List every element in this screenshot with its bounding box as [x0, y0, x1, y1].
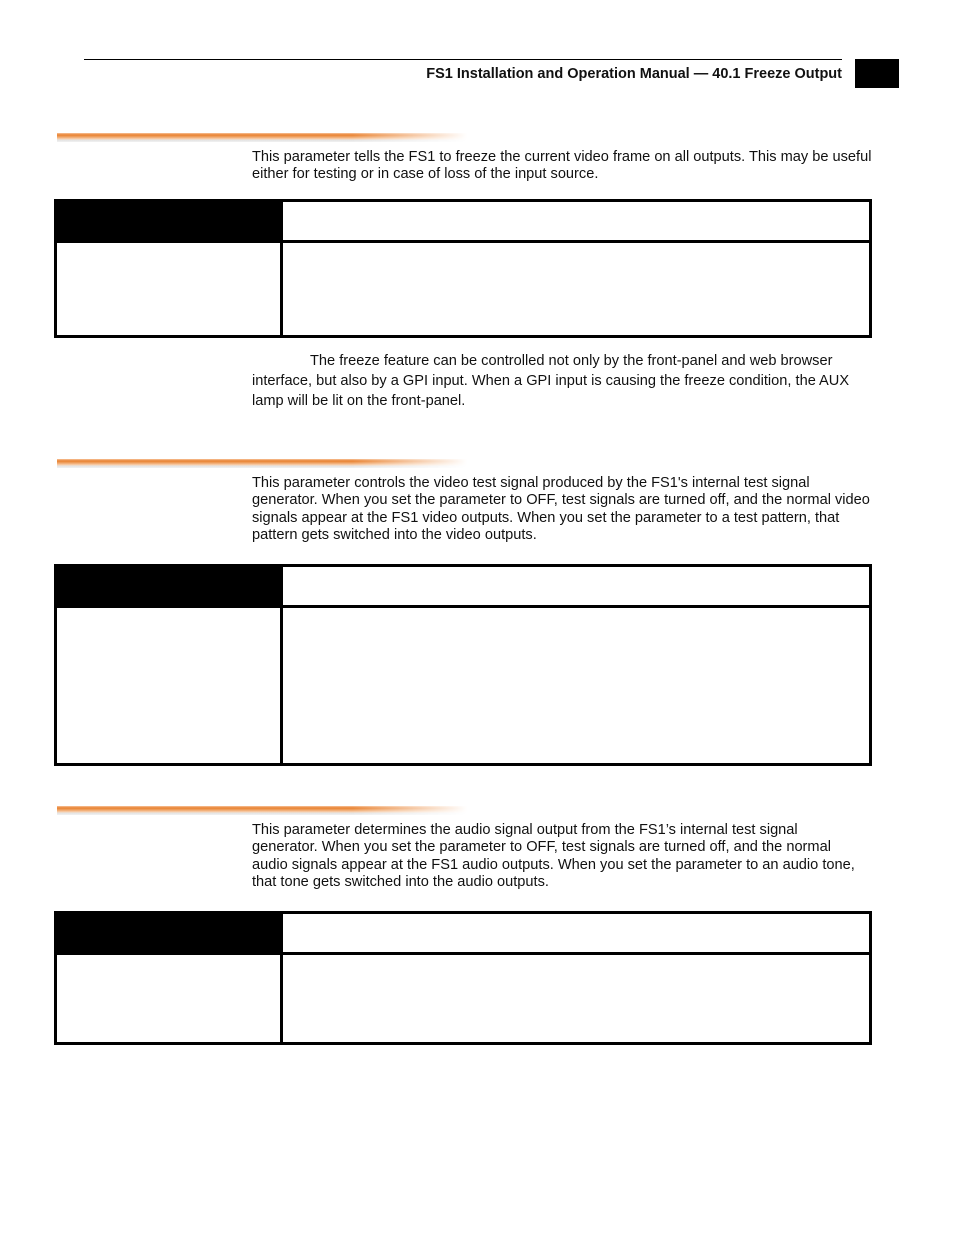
table-cell — [57, 608, 280, 766]
table-header-row — [57, 202, 869, 243]
video-test-parameter-table — [54, 564, 872, 766]
table-row — [57, 955, 869, 1045]
page-tab-block — [855, 59, 899, 88]
table-cell — [57, 955, 280, 1045]
freeze-description: This parameter tells the FS1 to freeze the current video frame on all outputs. This may be useful either for testing or in case of loss of the input source. — [252, 149, 872, 183]
table-cell — [57, 243, 280, 338]
table-header-cell — [57, 202, 280, 240]
table-cell — [280, 608, 869, 766]
table-cell — [280, 955, 869, 1045]
freeze-parameter-table — [54, 199, 872, 338]
page-header-title: FS1 Installation and Operation Manual — 40.1 Freeze Output — [426, 66, 842, 82]
table-cell — [280, 243, 869, 338]
table-header-row — [57, 914, 869, 955]
section-divider-video-test — [57, 459, 467, 468]
section-divider-freeze — [57, 133, 467, 142]
header-rule — [84, 59, 842, 60]
video-test-description: This parameter controls the video test signal produced by the FS1's internal test signal generator. When you set the parameter to OFF, test signals are turned off, and the normal video signals appear at the FS1 video outputs. When you set the parameter to a test pattern, that pattern gets switched into the video outputs. — [252, 475, 870, 543]
table-row — [57, 608, 869, 766]
freeze-note — [252, 351, 852, 411]
audio-test-description: This parameter determines the audio signal output from the FS1’s internal test signal generator. When you set the parameter to OFF, test signals are turned off, and the normal audio signals appear at the FS1 audio outputs. When you set the parameter to an audio tone, that tone gets switched into the audio outputs. — [252, 822, 855, 890]
table-header-row — [57, 567, 869, 608]
freeze-note-text: The freeze feature can be controlled not only by the front-panel and web browser interface, but also by a GPI input. When a GPI input is causing the freeze condition, the AUX lamp will be lit on the front-panel. — [252, 353, 850, 409]
table-header-cell — [280, 567, 869, 605]
table-row — [57, 243, 869, 338]
section-divider-audio-test — [57, 806, 467, 815]
table-header-cell — [280, 914, 869, 952]
table-header-cell — [57, 567, 280, 605]
audio-test-parameter-table — [54, 911, 872, 1045]
table-header-cell — [280, 202, 869, 240]
table-header-cell — [57, 914, 280, 952]
